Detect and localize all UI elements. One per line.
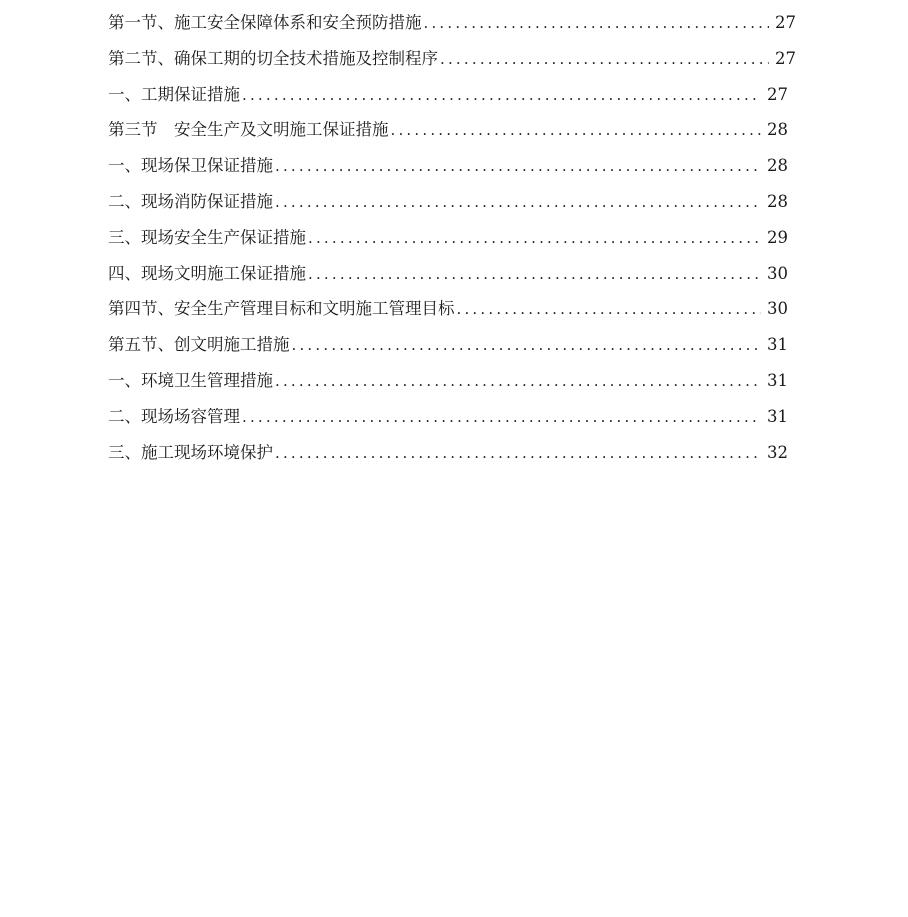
toc-entry-title: 一、现场保卫保证措施 <box>108 156 273 176</box>
toc-entry-title: 第二节、确保工期的切全技术措施及控制程序 <box>108 48 438 68</box>
toc-entry[interactable] <box>108 8 798 44</box>
toc-entry[interactable] <box>108 330 798 366</box>
toc-entry-title: 二、现场场容管理 <box>108 406 240 426</box>
toc-entry-page: 31 <box>767 335 788 355</box>
toc-dot-leader <box>440 44 769 74</box>
toc-entry[interactable] <box>108 80 798 116</box>
toc-entry-page: 31 <box>767 406 788 426</box>
toc-entry-page: 30 <box>767 263 788 283</box>
toc-dot-leader <box>457 294 762 324</box>
toc-entry-title: 第五节、创文明施工措施 <box>108 335 290 355</box>
toc-entry-page: 32 <box>767 442 788 462</box>
table-of-contents <box>108 8 798 473</box>
toc-entry-title: 二、现场消防保证措施 <box>108 191 273 211</box>
toc-entry[interactable] <box>108 402 798 438</box>
toc-entry-page: 27 <box>775 48 796 68</box>
toc-entry[interactable] <box>108 151 798 187</box>
toc-entry-title: 四、现场文明施工保证措施 <box>108 263 306 283</box>
toc-dot-leader <box>275 366 761 396</box>
toc-dot-leader <box>275 151 761 181</box>
toc-entry[interactable] <box>108 259 798 295</box>
toc-entry-page: 30 <box>767 299 788 319</box>
toc-entry-page: 28 <box>767 120 788 140</box>
toc-dot-leader <box>292 330 762 360</box>
toc-entry-page: 27 <box>767 84 788 104</box>
toc-entry-title: 第三节 安全生产及文明施工保证措施 <box>108 120 389 140</box>
toc-entry[interactable] <box>108 115 798 151</box>
toc-entry[interactable] <box>108 44 798 80</box>
toc-entry-title: 第一节、施工安全保障体系和安全预防措施 <box>108 13 422 32</box>
toc-entry-title: 第四节、安全生产管理目标和文明施工管理目标 <box>108 299 455 319</box>
toc-entry-title: 一、工期保证措施 <box>108 84 240 104</box>
toc-dot-leader <box>424 8 770 38</box>
toc-dot-leader <box>242 80 761 110</box>
toc-entry[interactable] <box>108 187 798 223</box>
toc-entry[interactable] <box>108 438 798 474</box>
toc-entry[interactable] <box>108 294 798 330</box>
toc-dot-leader <box>391 115 762 145</box>
toc-dot-leader <box>308 259 761 289</box>
toc-entry-page: 29 <box>767 227 788 247</box>
toc-dot-leader <box>308 223 761 253</box>
toc-entry-page: 27 <box>775 13 796 32</box>
toc-entry-page: 28 <box>767 191 788 211</box>
toc-dot-leader <box>242 402 761 432</box>
toc-entry[interactable] <box>108 223 798 259</box>
toc-entry[interactable] <box>108 366 798 402</box>
toc-entry-title: 三、施工现场环境保护 <box>108 442 273 462</box>
toc-entry-page: 31 <box>767 370 788 390</box>
toc-entry-page: 28 <box>767 156 788 176</box>
toc-dot-leader <box>275 187 761 217</box>
toc-dot-leader <box>275 438 761 468</box>
toc-entry-title: 三、现场安全生产保证措施 <box>108 227 306 247</box>
toc-entry-title: 一、环境卫生管理措施 <box>108 370 273 390</box>
